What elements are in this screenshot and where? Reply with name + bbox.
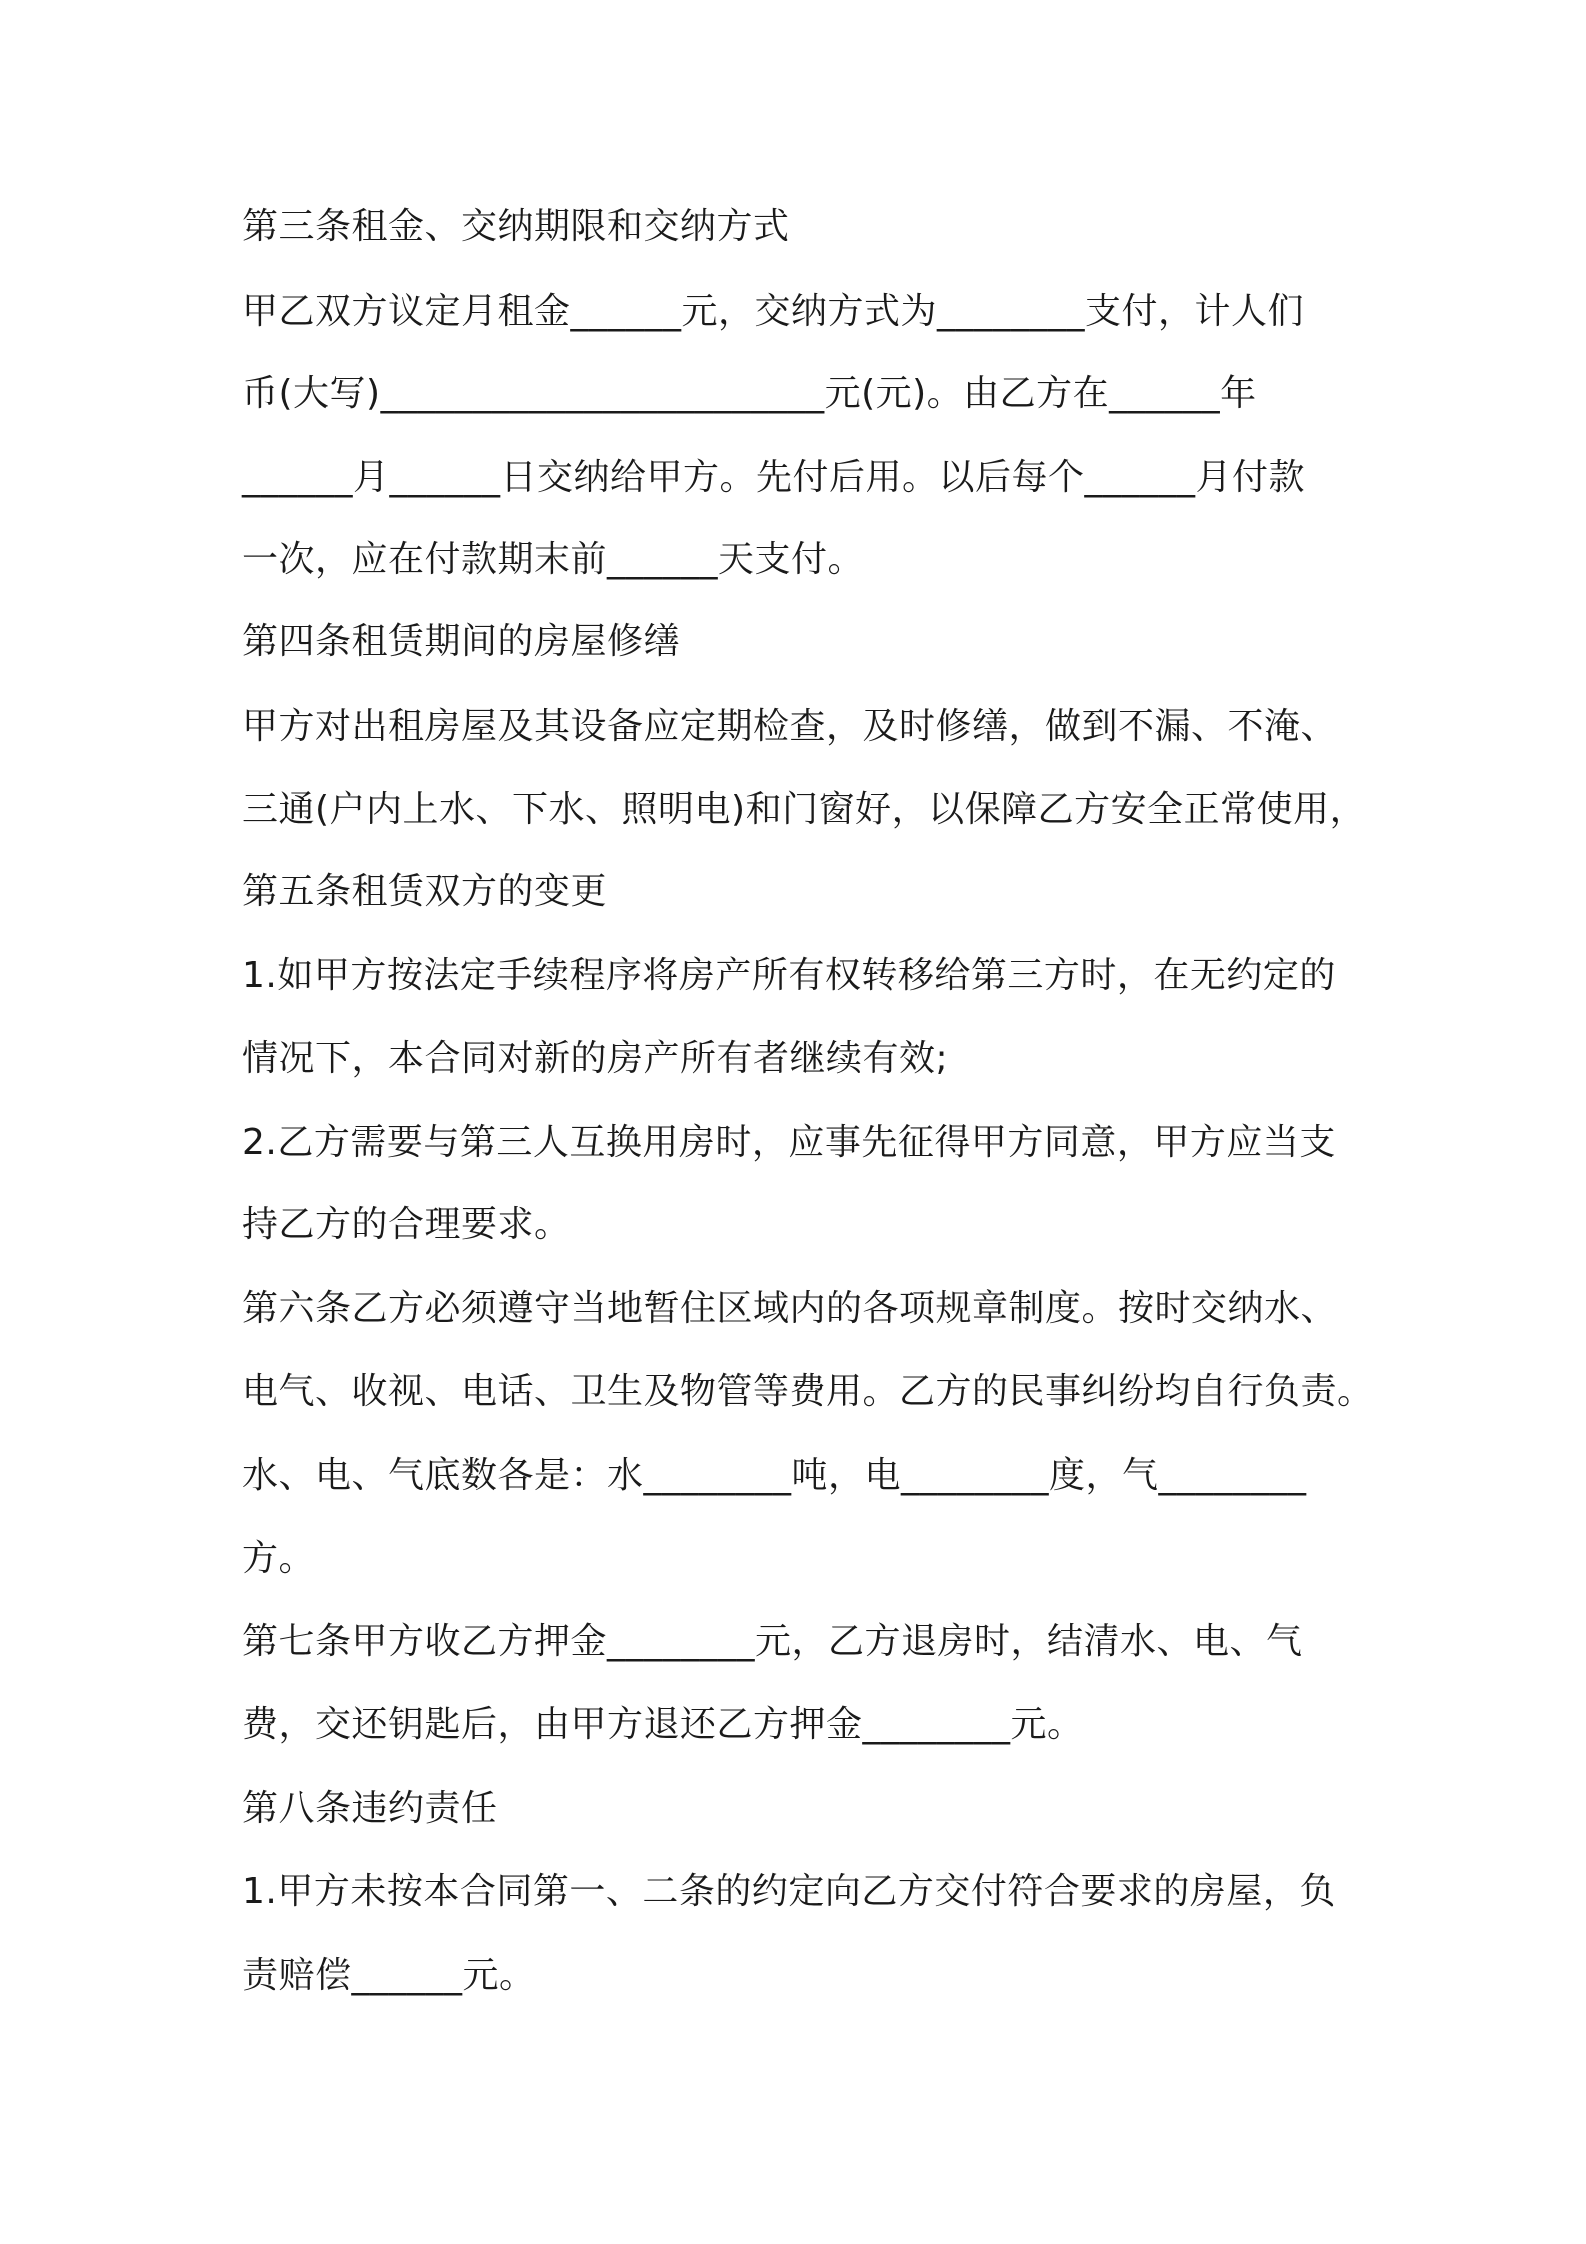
clause-6-line: 水、电、气底数各是：水________吨，电________度，气________ (242, 1455, 1307, 1496)
clause-6-line: 电气、收视、电话、卫生及物管等费用。乙方的民事纠纷均自行负责。 (242, 1371, 1374, 1412)
clause-8-heading: 第八条违约责任 (242, 1788, 498, 1829)
clause-5-item-1-line: 1.如甲方按法定手续程序将房产所有权转移给第三方时，在无约定的 (242, 955, 1336, 996)
clause-7-line: 费，交还钥匙后，由甲方退还乙方押金________元。 (242, 1704, 1084, 1745)
clause-4-text-line: 甲方对出租房屋及其设备应定期检查，及时修缮，做到不漏、不淹、 (242, 706, 1338, 747)
clause-6-line: 第六条乙方必须遵守当地暂住区域内的各项规章制度。按时交纳水、 (242, 1288, 1338, 1329)
clause-3-text-line: 甲乙双方议定月租金______元，交纳方式为________支付，计人们 (242, 291, 1305, 332)
clause-4-text-line: 三通(户内上水、下水、照明电)和门窗好，以保障乙方安全正常使用， (242, 789, 1367, 830)
clause-5-item-1-line: 情况下，本合同对新的房产所有者继续有效; (242, 1038, 949, 1079)
clause-3-text-line: 一次，应在付款期末前______天支付。 (242, 539, 865, 580)
clause-8-item-1-line: 1.甲方未按本合同第一、二条的约定向乙方交付符合要求的房屋，负 (242, 1871, 1336, 1912)
clause-3-heading: 第三条租金、交纳期限和交纳方式 (242, 206, 790, 247)
clause-7-line: 第七条甲方收乙方押金________元，乙方退房时，结清水、电、气 (242, 1621, 1303, 1662)
clause-5-item-2-line: 2.乙方需要与第三人互换用房时，应事先征得甲方同意，甲方应当支 (242, 1122, 1336, 1163)
clause-8-item-1-line: 责赔偿______元。 (242, 1955, 536, 1996)
clause-5-heading: 第五条租赁双方的变更 (242, 871, 608, 912)
clause-3-text-line: 币(大写)________________________元(元)。由乙方在______年 (242, 373, 1257, 414)
clause-5-item-2-line: 持乙方的合理要求。 (242, 1204, 571, 1245)
clause-3-text-line: ______月______日交纳给甲方。先付后用。以后每个______月付款 (242, 457, 1306, 498)
clause-6-line: 方。 (242, 1538, 316, 1579)
clause-4-heading: 第四条租赁期间的房屋修缮 (242, 621, 681, 662)
